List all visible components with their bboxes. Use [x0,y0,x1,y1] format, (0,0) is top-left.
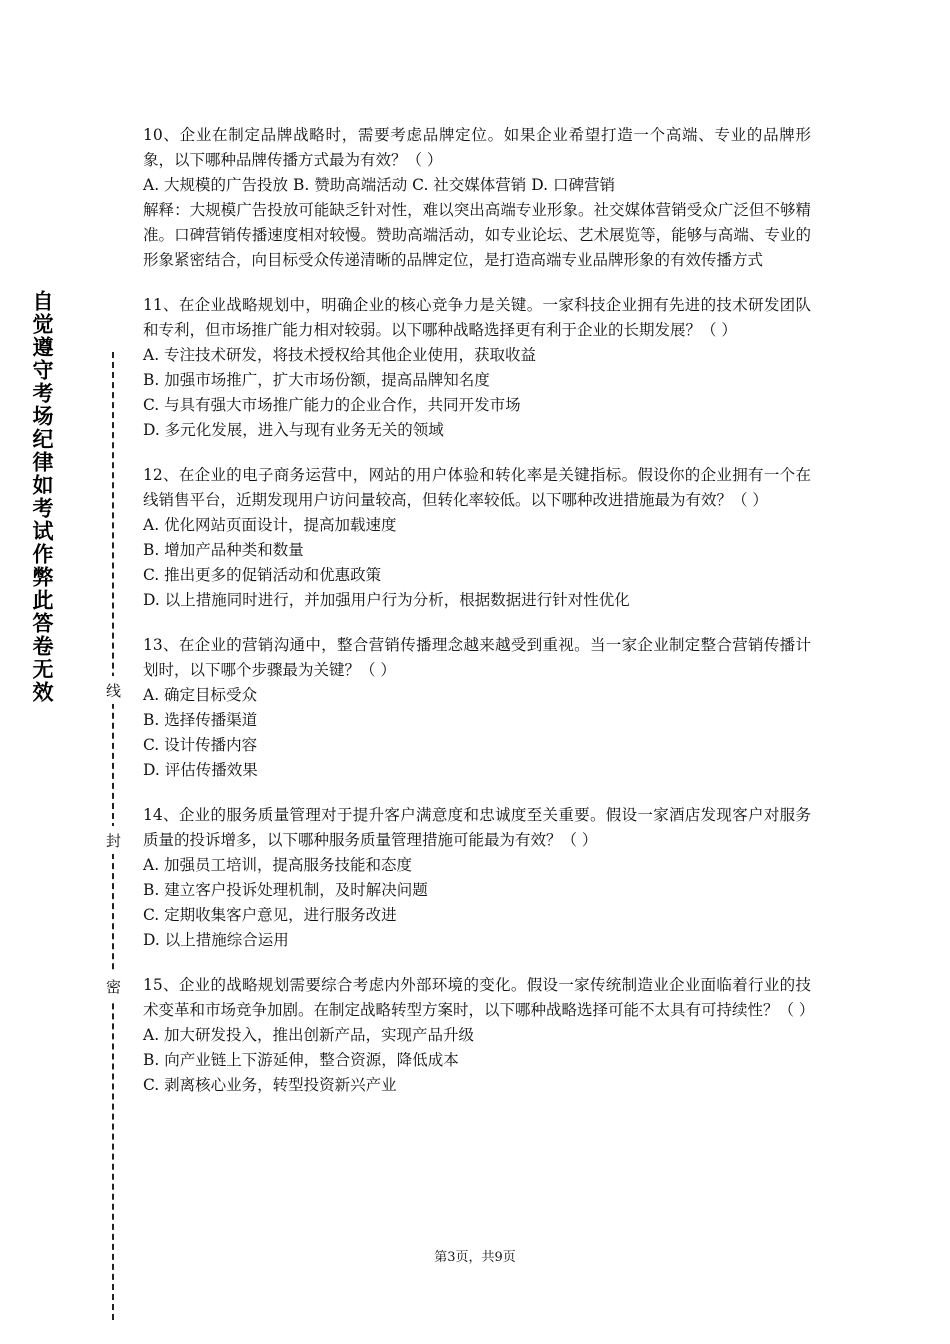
option-c: C. 剥离核心业务，转型投资新兴产业 [143,1076,397,1094]
exam-discipline-warning: 自觉遵守考场纪律如考试作弊此答卷无效 [30,290,54,704]
option-c: C. 推出更多的促销活动和优惠政策 [143,566,382,584]
binding-label-dense: 密 [104,972,122,1000]
question-10 [143,123,811,273]
question-text: 14、企业的服务质量管理对于提升客户满意度和忠诚度至关重要。假设一家酒店发现客户对服务质量的投诉增多，以下哪种服务质量管理措施可能最为有效？（ ） [143,806,811,849]
question-text: 11、在企业战略规划中，明确企业的核心竞争力是关键。一家科技企业拥有先进的技术研发团队和专利，但市场推广能力相对较弱。以下哪种战略选择更有利于企业的长期发展？（ ） [143,296,811,339]
explanation: 解释：大规模广告投放可能缺乏针对性，难以突出高端专业形象。社交媒体营销受众广泛但不够精准。口碑营销传播速度相对较慢。赞助高端活动，如专业论坛、艺术展览等，能够与高端、专业的形象紧密结合，向目标受众传递清晰的品牌定位，是打造高端专业品牌形象的有效传播方式 [143,201,811,269]
option-a: A. 专注技术研发，将技术授权给其他企业使用，获取收益 [143,346,537,364]
binding-label-seal: 封 [104,826,122,854]
option-b: B. 增加产品种类和数量 [143,541,304,559]
option-d: D. 多元化发展，进入与现有业务无关的领域 [143,421,444,439]
option-a: A. 优化网站页面设计，提高加载速度 [143,516,397,534]
option-a: A. 加强员工培训，提高服务技能和态度 [143,856,413,874]
option-c: C. 与具有强大市场推广能力的企业合作，共同开发市场 [143,396,521,414]
question-text: 10、企业在制定品牌战略时，需要考虑品牌定位。如果企业希望打造一个高端、专业的品牌形象，以下哪种品牌传播方式最为有效？（ ） [143,126,811,169]
question-list [143,123,815,1118]
question-12 [143,463,811,613]
page-number: 第3页，共9页 [434,1250,516,1265]
option-b: B. 建立客户投诉处理机制，及时解决问题 [143,881,428,899]
binding-label-line: 线 [104,676,122,704]
question-text: 15、企业的战略规划需要综合考虑内外部环境的变化。假设一家传统制造业企业面临着行业的技术变革和市场竞争加剧。在制定战略转型方案时，以下哪种战略选择可能不太具有可持续性？（ ） [143,976,815,1019]
option-b: B. 加强市场推广，扩大市场份额，提高品牌知名度 [143,371,490,389]
question-13 [143,633,811,783]
option-c: C. 设计传播内容 [143,736,258,754]
option-a: A. 加大研发投入，推出创新产品，实现产品升级 [143,1026,475,1044]
option-d: D. 以上措施综合运用 [143,931,289,949]
option-c: C. 定期收集客户意见，进行服务改进 [143,906,397,924]
question-text: 13、在企业的营销沟通中，整合营销传播理念越来越受到重视。当一家企业制定整合营销传播计划时，以下哪个步骤最为关键？（ ） [143,636,811,679]
option-d: D. 以上措施同时进行，并加强用户行为分析，根据数据进行针对性优化 [143,591,630,609]
question-14 [143,803,811,953]
options-inline: A. 大规模的广告投放 B. 赞助高端活动 C. 社交媒体营销 D. 口碑营销 [143,176,615,194]
option-a: A. 确定目标受众 [143,686,258,704]
question-11 [143,293,811,443]
option-b: B. 向产业链上下游延伸，整合资源，降低成本 [143,1051,459,1069]
question-15 [143,973,815,1098]
question-text: 12、在企业的电子商务运营中，网站的用户体验和转化率是关键指标。假设你的企业拥有一个在线销售平台，近期发现用户访问量较高，但转化率较低。以下哪种改进措施最为有效？（ ） [143,466,811,509]
option-d: D. 评估传播效果 [143,761,258,779]
option-b: B. 选择传播渠道 [143,711,258,729]
